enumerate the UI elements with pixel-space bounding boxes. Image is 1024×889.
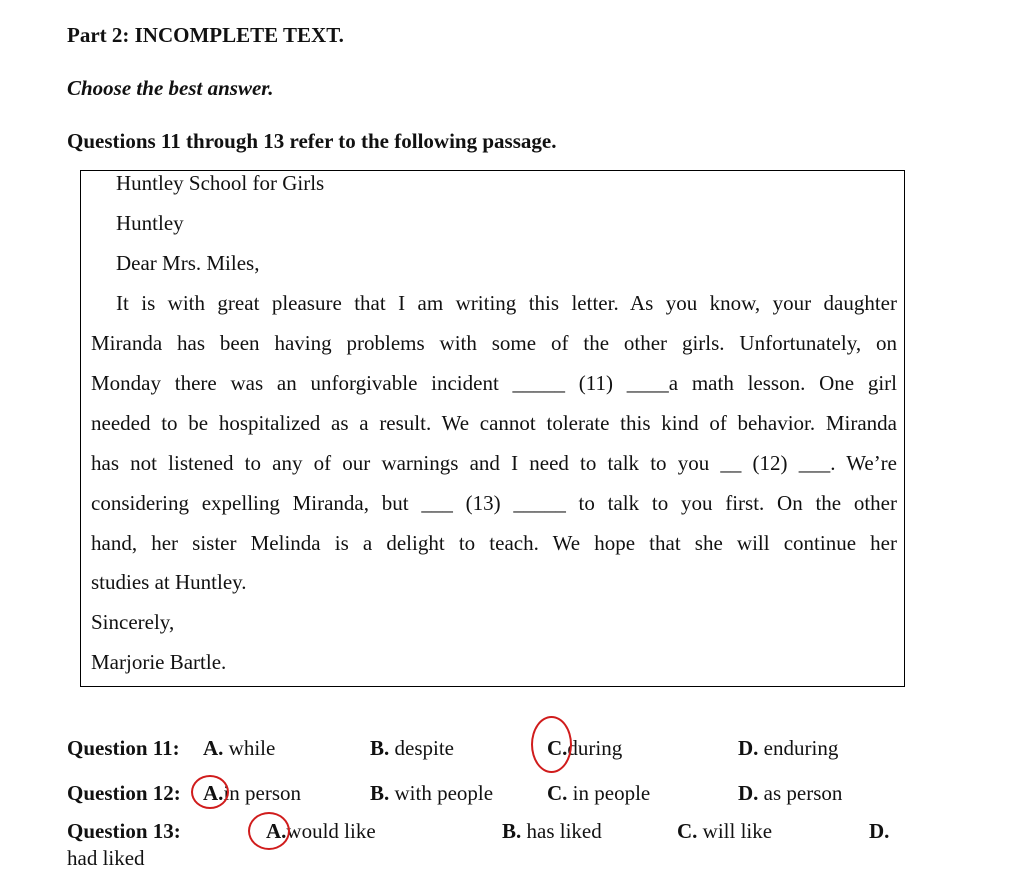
question-11-option-a[interactable] bbox=[203, 736, 275, 761]
letter-body-line: It is with great pleasure that I am writing this letter. As you know, your daughter bbox=[116, 291, 897, 315]
option-letter: A. bbox=[203, 781, 224, 805]
question-12-option-c[interactable] bbox=[547, 781, 650, 806]
letter-body-line: needed to be hospitalized as a result. We cannot tolerate this kind of behavior. Miranda bbox=[91, 411, 897, 435]
letter-body-line: hand, her sister Melinda is a delight to teach. We hope that she will continue her bbox=[91, 531, 897, 555]
option-text: while bbox=[228, 736, 276, 760]
option-text: would like bbox=[286, 819, 376, 843]
answer-circle-q13 bbox=[248, 812, 290, 850]
letter-line-school: Huntley School for Girls bbox=[116, 171, 325, 195]
question-13-option-d-text[interactable]: had liked bbox=[67, 846, 145, 870]
option-text: with people bbox=[394, 781, 494, 805]
question-11-option-d[interactable] bbox=[738, 736, 838, 761]
question-13-option-d-letter[interactable] bbox=[869, 819, 889, 844]
letter-body-line: Monday there was an unforgivable incident _____ (11) ____a math lesson. One girl bbox=[91, 371, 897, 395]
question-13-option-c[interactable] bbox=[677, 819, 772, 844]
option-text: will like bbox=[702, 819, 773, 843]
letter-signature: Marjorie Bartle. bbox=[91, 650, 227, 674]
option-letter: D. bbox=[738, 736, 759, 760]
option-letter: B. bbox=[370, 781, 390, 805]
question-11-label: Question 11: bbox=[67, 736, 180, 760]
question-13-label: Question 13: bbox=[67, 819, 181, 843]
passage-box bbox=[80, 170, 905, 687]
option-text: in people bbox=[572, 781, 651, 805]
option-letter: D. bbox=[738, 781, 759, 805]
letter-greeting: Dear Mrs. Miles, bbox=[116, 251, 260, 275]
question-11-option-b[interactable] bbox=[370, 736, 454, 761]
option-text: despite bbox=[394, 736, 454, 760]
letter-body-line: has not listened to any of our warnings and I need to talk to you __ (12) ___. We’re bbox=[91, 451, 897, 475]
option-letter: B. bbox=[370, 736, 390, 760]
part-title: Part 2: INCOMPLETE TEXT. bbox=[67, 23, 344, 47]
letter-body-line: Miranda has been having problems with some of the other girls. Unfortunately, on bbox=[91, 331, 897, 355]
option-letter: C. bbox=[547, 781, 568, 805]
answer-circle-q12 bbox=[191, 775, 229, 809]
option-text: in person bbox=[223, 781, 301, 805]
option-letter: A. bbox=[266, 819, 287, 843]
option-text: has liked bbox=[526, 819, 602, 843]
option-letter: B. bbox=[502, 819, 522, 843]
question-12-option-b[interactable] bbox=[370, 781, 493, 806]
question-13-option-b[interactable] bbox=[502, 819, 602, 844]
letter-line-town: Huntley bbox=[116, 211, 184, 235]
answer-circle-q11 bbox=[531, 716, 572, 773]
letter-body-line: considering expelling Miranda, but ___ (13) _____ to talk to you first. On the other bbox=[91, 491, 897, 515]
question-12-option-d[interactable] bbox=[738, 781, 842, 806]
option-letter: D. bbox=[869, 819, 890, 843]
letter-body-last-line: studies at Huntley. bbox=[91, 570, 247, 594]
question-12-label: Question 12: bbox=[67, 781, 181, 805]
instruction: Choose the best answer. bbox=[67, 76, 274, 100]
letter-closing: Sincerely, bbox=[91, 610, 175, 634]
option-text: enduring bbox=[763, 736, 839, 760]
questions-intro: Questions 11 through 13 refer to the following passage. bbox=[67, 129, 557, 153]
option-text: as person bbox=[763, 781, 843, 805]
option-letter: A. bbox=[203, 736, 224, 760]
option-text: during bbox=[567, 736, 623, 760]
option-letter: C. bbox=[677, 819, 698, 843]
option-letter: C. bbox=[547, 736, 568, 760]
